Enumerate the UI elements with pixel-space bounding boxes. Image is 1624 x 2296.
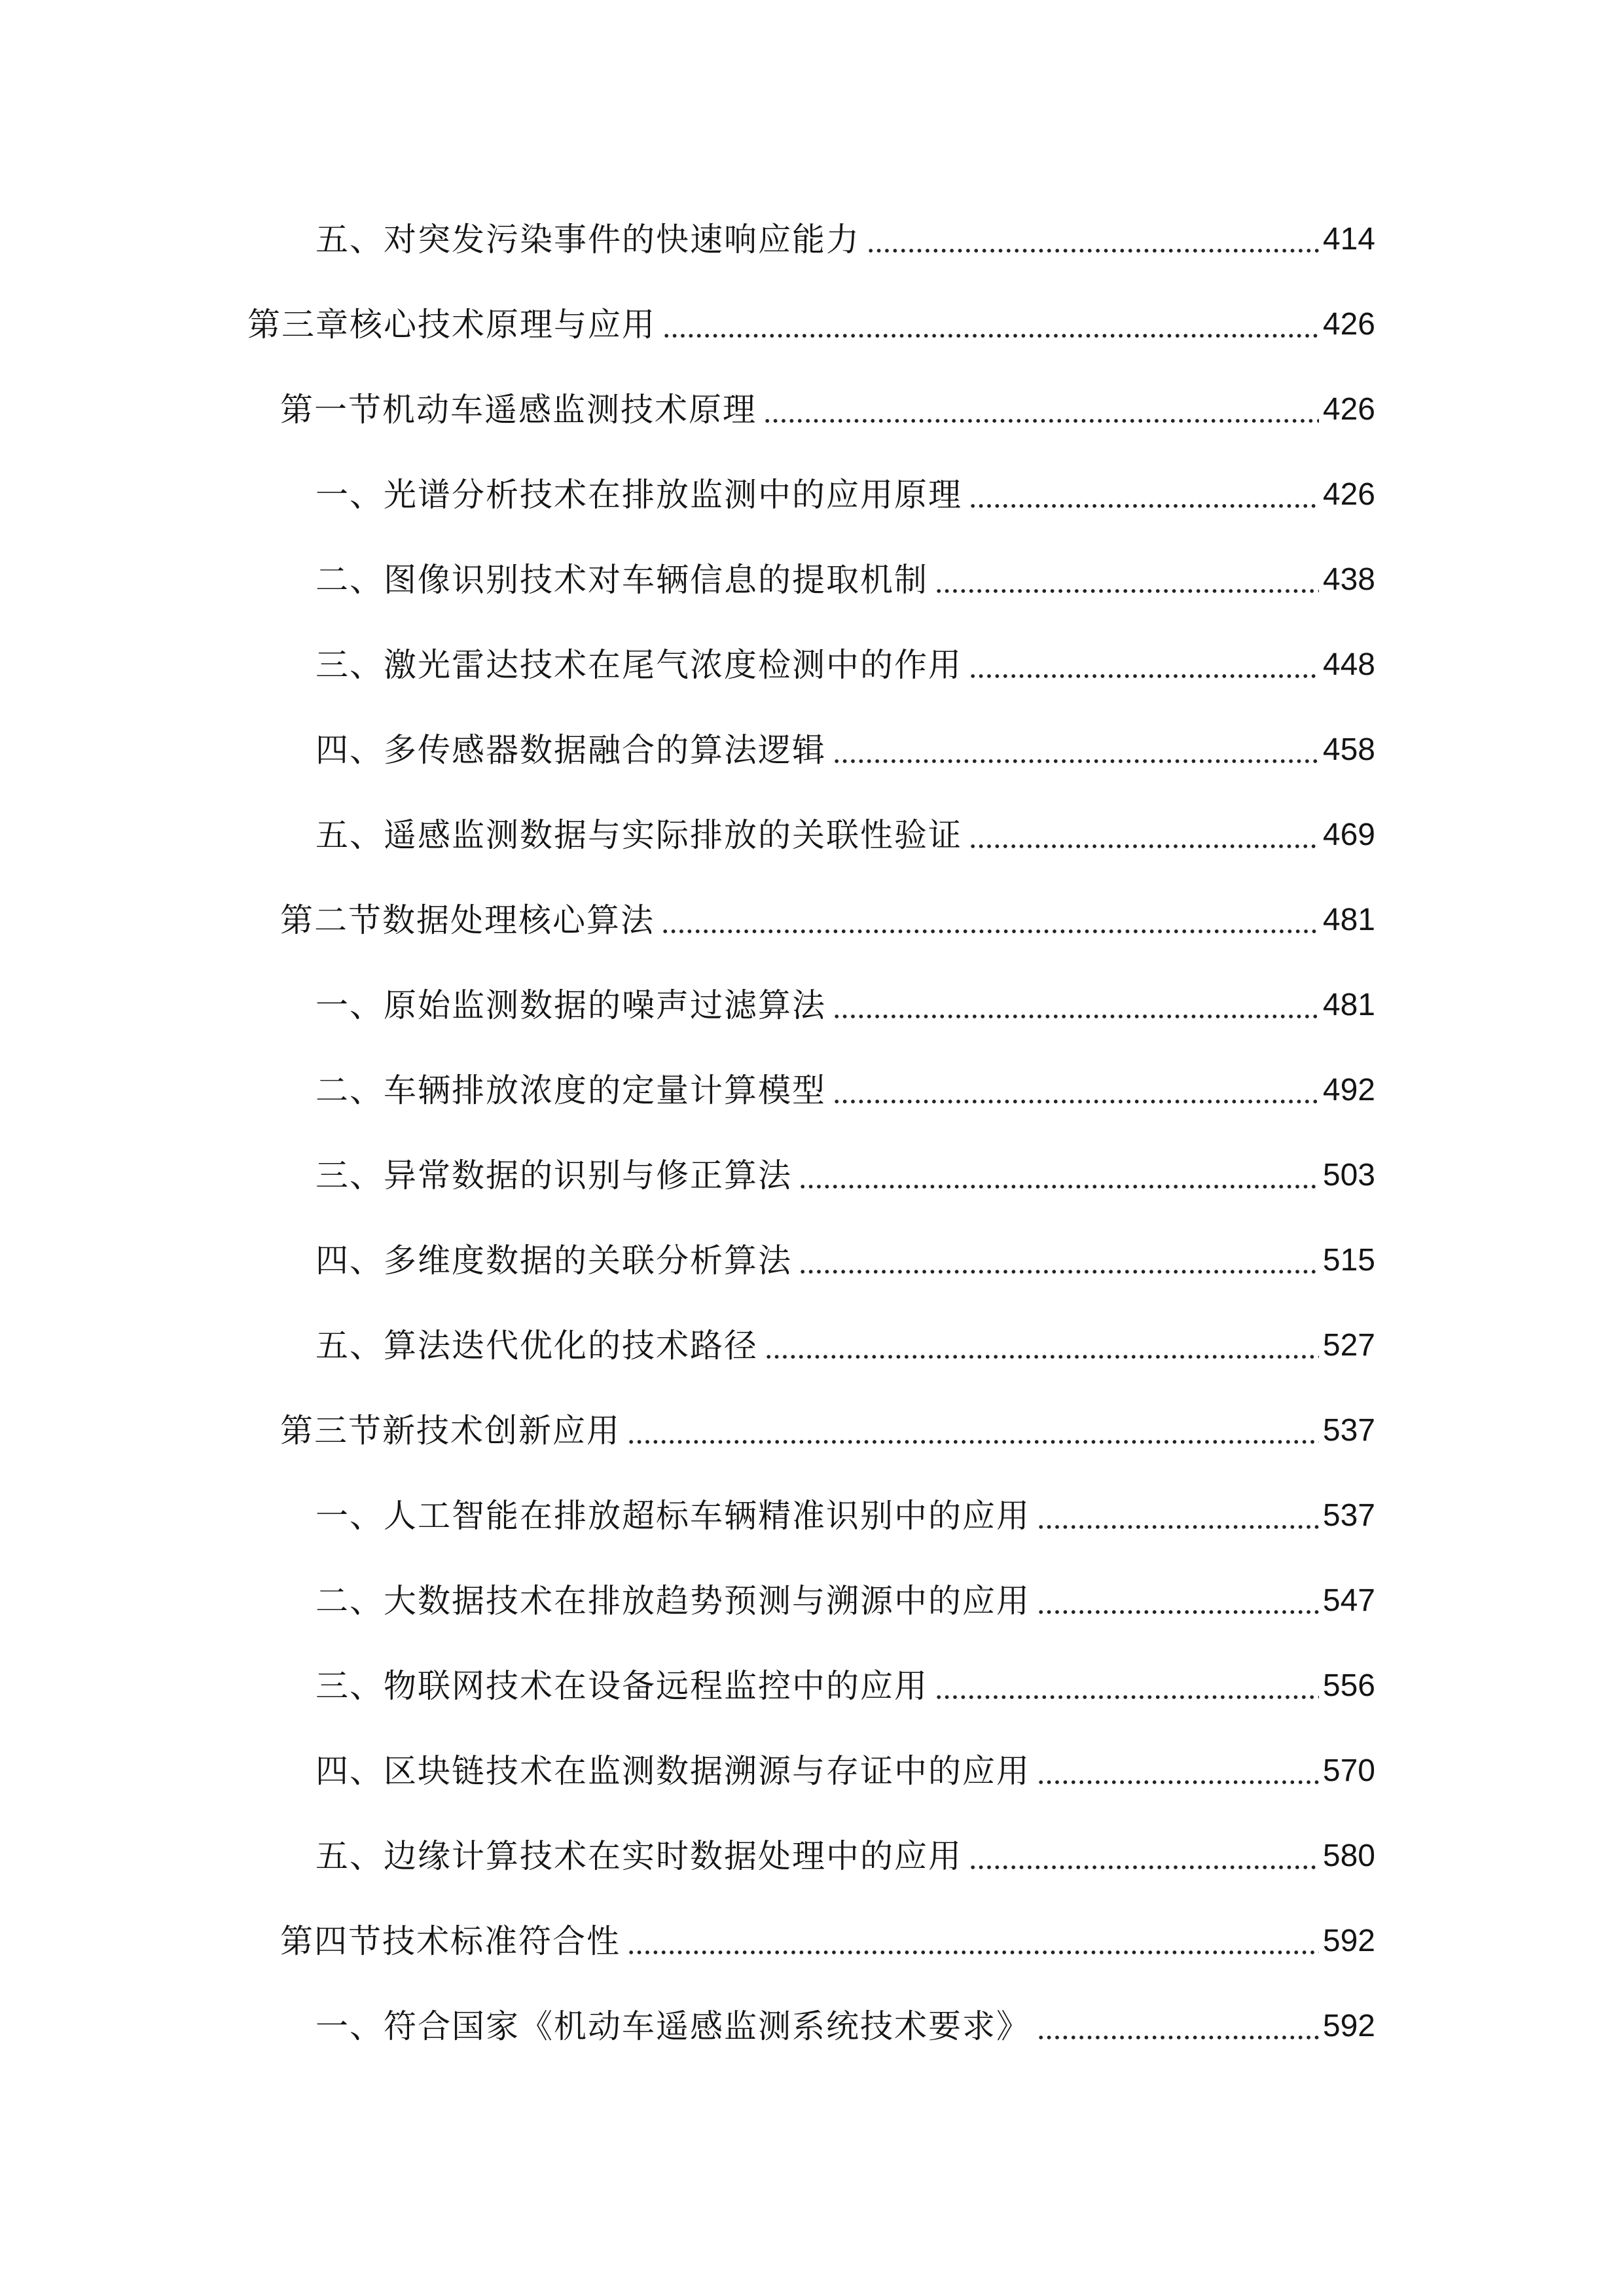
toc-entry[interactable] — [316, 1660, 1375, 1712]
toc-entry-page: 426 — [1322, 477, 1375, 512]
toc-entry-title: 一、光谱分析技术在排放监测中的应用原理 — [316, 476, 962, 514]
toc-dot-leader — [969, 502, 1319, 510]
toc-entry-title: 五、遥感监测数据与实际排放的关联性验证 — [316, 816, 962, 854]
toc-entry-title: 四、多传感器数据融合的算法逻辑 — [316, 731, 826, 769]
toc-entry-page: 547 — [1322, 1583, 1375, 1618]
toc-entry-page: 527 — [1322, 1328, 1375, 1363]
toc-entry-page: 481 — [1322, 988, 1375, 1022]
toc-entry-page: 414 — [1322, 222, 1375, 257]
toc-entry-page: 503 — [1322, 1158, 1375, 1193]
toc-entry[interactable] — [316, 1319, 1375, 1372]
toc-entry-title: 三、物联网技术在设备远程监控中的应用 — [316, 1667, 928, 1705]
toc-entry-title: 一、符合国家《机动车遥感监测系统技术要求》 — [316, 2007, 1030, 2045]
toc-dot-leader — [969, 672, 1319, 680]
toc-entry[interactable] — [316, 1575, 1375, 1627]
toc-entry[interactable] — [280, 1405, 1375, 1457]
toc-entry-page: 458 — [1322, 732, 1375, 767]
toc-entry-title: 第三节新技术创新应用 — [280, 1412, 621, 1450]
toc-entry[interactable] — [280, 1915, 1375, 1967]
toc-entry-page: 469 — [1322, 817, 1375, 852]
toc-entry[interactable] — [247, 298, 1375, 351]
toc-entry-title: 第四节技术标准符合性 — [280, 1922, 621, 1960]
toc-entry[interactable] — [316, 809, 1375, 861]
toc-entry[interactable] — [280, 894, 1375, 946]
toc-entry-page: 592 — [1322, 1924, 1375, 1958]
toc-entry-title: 五、边缘计算技术在实时数据处理中的应用 — [316, 1837, 962, 1875]
toc-dot-leader — [1037, 1523, 1319, 1531]
toc-dot-leader — [662, 332, 1319, 340]
toc-dot-leader — [867, 247, 1319, 255]
toc-entry-title: 四、多维度数据的关联分析算法 — [316, 1242, 792, 1280]
toc-entry-title: 第三章核心技术原理与应用 — [247, 306, 656, 344]
toc-entry[interactable] — [316, 1490, 1375, 1542]
toc-dot-leader — [763, 417, 1319, 425]
toc-dot-leader — [1037, 1608, 1319, 1616]
toc-entry-title: 第二节数据处理核心算法 — [280, 901, 655, 939]
toc-entry-page: 481 — [1322, 903, 1375, 937]
toc-dot-leader — [1037, 1778, 1319, 1786]
toc-entry[interactable] — [316, 1149, 1375, 1202]
toc-dot-leader — [1037, 2034, 1319, 2041]
toc-dot-leader — [627, 1948, 1319, 1956]
toc-entry-page: 592 — [1322, 2009, 1375, 2043]
toc-entry[interactable] — [316, 554, 1375, 606]
toc-entry-page: 426 — [1322, 307, 1375, 342]
toc-dot-leader — [969, 1863, 1319, 1871]
toc-entry[interactable] — [316, 1830, 1375, 1882]
toc-dot-leader — [833, 1013, 1319, 1020]
toc-entry-page: 438 — [1322, 562, 1375, 597]
toc-entry-title: 二、车辆排放浓度的定量计算模型 — [316, 1071, 826, 1109]
toc-entry[interactable] — [316, 1745, 1375, 1797]
toc-dot-leader — [765, 1353, 1319, 1361]
toc-entry-page: 515 — [1322, 1243, 1375, 1278]
toc-dot-leader — [799, 1268, 1319, 1276]
toc-entry-page: 448 — [1322, 647, 1375, 682]
toc-entry-page: 492 — [1322, 1073, 1375, 1107]
toc-entry-title: 三、异常数据的识别与修正算法 — [316, 1157, 792, 1194]
toc-entry[interactable] — [316, 2000, 1375, 2053]
toc-entry[interactable] — [316, 469, 1375, 521]
toc-entry-title: 第一节机动车遥感监测技术原理 — [280, 391, 757, 429]
toc-entry-title: 二、图像识别技术对车辆信息的提取机制 — [316, 561, 928, 599]
toc-entry[interactable] — [316, 213, 1375, 266]
toc-entry[interactable] — [316, 1064, 1375, 1117]
toc-entry[interactable] — [316, 979, 1375, 1031]
toc-dot-leader — [799, 1183, 1319, 1191]
toc-entry[interactable] — [316, 724, 1375, 776]
toc-dot-leader — [969, 842, 1319, 850]
toc-entry-page: 570 — [1322, 1753, 1375, 1788]
toc-entry-title: 三、激光雷达技术在尾气浓度检测中的作用 — [316, 646, 962, 684]
toc-dot-leader — [833, 757, 1319, 765]
toc-dot-leader — [935, 1693, 1319, 1701]
toc-entry-title: 一、人工智能在排放超标车辆精准识别中的应用 — [316, 1497, 1030, 1535]
toc-entry-title: 五、对突发污染事件的快速响应能力 — [316, 221, 860, 259]
toc-entry-title: 五、算法迭代优化的技术路径 — [316, 1327, 758, 1365]
toc-entry[interactable] — [316, 1234, 1375, 1287]
toc-entry-page: 580 — [1322, 1839, 1375, 1873]
toc-entry[interactable] — [316, 639, 1375, 691]
toc-entry-page: 426 — [1322, 392, 1375, 427]
toc-dot-leader — [833, 1098, 1319, 1105]
toc-entry-page: 537 — [1322, 1498, 1375, 1533]
toc-entry-page: 537 — [1322, 1413, 1375, 1448]
toc-entry-title: 一、原始监测数据的噪声过滤算法 — [316, 986, 826, 1024]
toc-entry-page: 556 — [1322, 1668, 1375, 1703]
toc-dot-leader — [661, 927, 1319, 935]
toc-dot-leader — [627, 1438, 1319, 1446]
toc-entry-title: 四、区块链技术在监测数据溯源与存证中的应用 — [316, 1752, 1030, 1790]
toc-entry-title: 二、大数据技术在排放趋势预测与溯源中的应用 — [316, 1582, 1030, 1620]
toc-dot-leader — [935, 587, 1319, 595]
toc-entry[interactable] — [280, 384, 1375, 436]
